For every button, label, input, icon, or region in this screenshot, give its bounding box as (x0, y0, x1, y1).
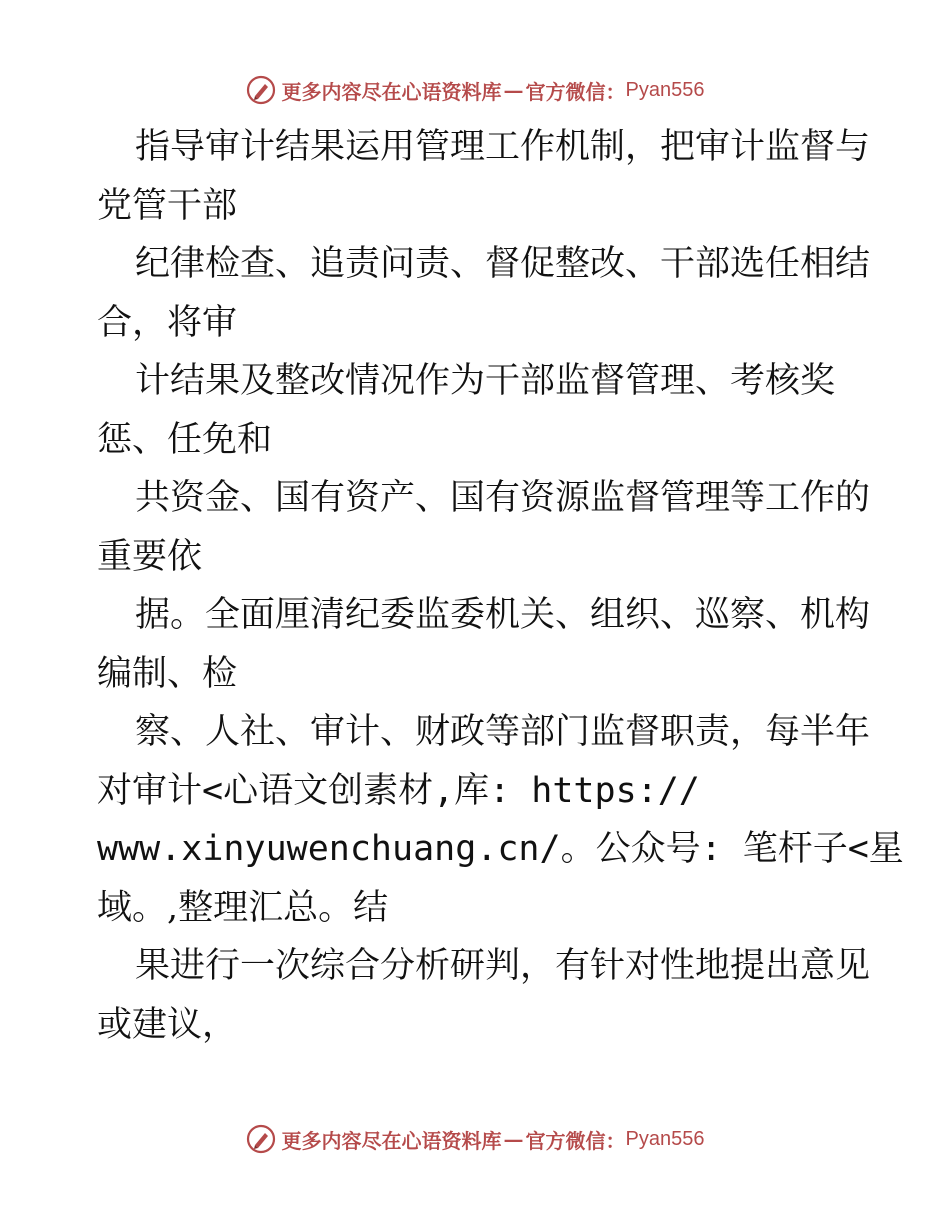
document-body (97, 118, 904, 1054)
body-line: 党管干部 (97, 185, 238, 226)
body-line: 共资金、国有资产、国有资源监督管理等工作的 (135, 478, 871, 518)
body-line: 据。全面厘清纪委监委机关、组织、巡察、机构 (135, 595, 871, 635)
pen-logo-icon (246, 1124, 276, 1154)
header-watermark (0, 70, 950, 110)
watermark-label: 官方微信： (525, 1128, 626, 1153)
body-line: 重要依 (97, 536, 203, 577)
watermark-text: 更多内容尽在心语资料库 (281, 79, 502, 104)
watermark-wechat-id: Pyan556 (625, 1127, 705, 1150)
watermark-wechat-id: Pyan556 (625, 78, 705, 101)
body-line: 果进行一次综合分析研判，有针对性地提出意见 (135, 946, 871, 986)
body-line: 对审计<心语文创素材,库: https:// (97, 770, 700, 811)
watermark-text: 更多内容尽在心语资料库 (281, 1128, 502, 1153)
body-line: 察、人社、审计、财政等部门监督职责，每半年 (135, 712, 871, 752)
watermark-label: 官方微信： (525, 79, 626, 104)
body-line: 域。,整理汇总。结 (97, 887, 389, 928)
body-line: 指导审计结果运用管理工作机制，把审计监督与 (135, 127, 871, 167)
body-line: 或建议， (97, 1004, 238, 1045)
body-line: 纪律检查、追责问责、督促整改、干部选任相结 (135, 244, 871, 284)
body-line: www.xinyuwenchuang.cn/。公众号: 笔杆子<星 (97, 829, 904, 869)
watermark-dash: — (503, 78, 524, 102)
body-line: 计结果及整改情况作为干部监督管理、考核奖 (135, 361, 836, 401)
body-line: 编制、检 (97, 653, 238, 694)
watermark-dash: — (503, 1127, 524, 1151)
body-line: 合，将审 (97, 302, 238, 343)
body-line: 惩、任免和 (97, 419, 273, 460)
footer-watermark (0, 1119, 950, 1159)
pen-logo-icon (246, 75, 276, 105)
